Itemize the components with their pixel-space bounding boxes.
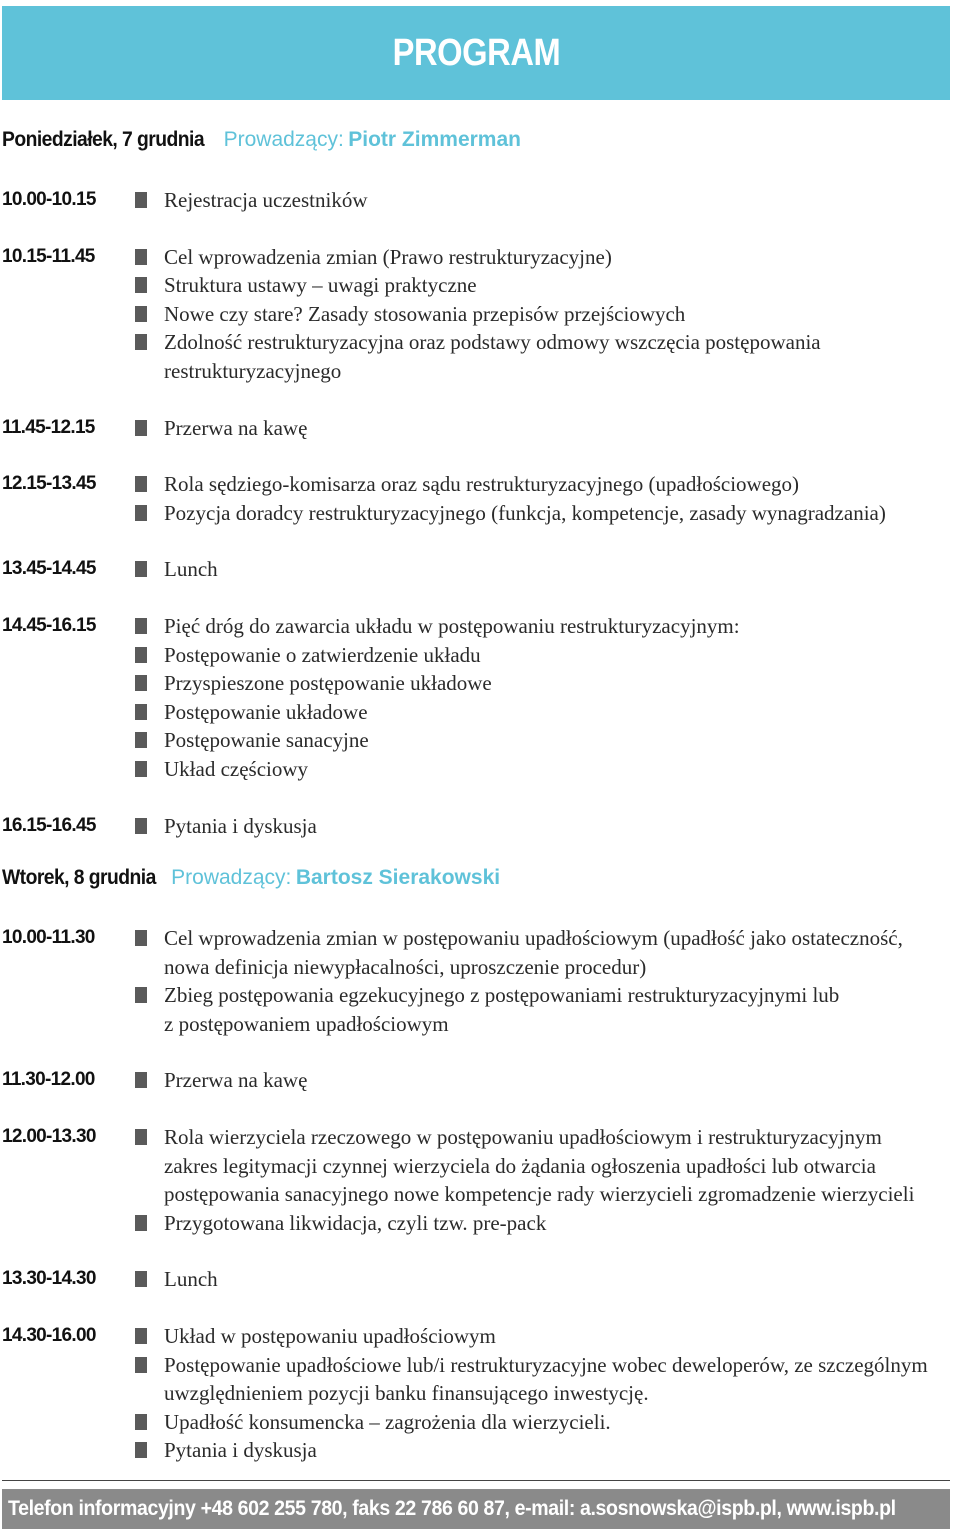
session-time: 10.15-11.45: [2, 245, 95, 267]
session-time: 10.00-11.30: [2, 927, 95, 948]
bullet-icon: [135, 334, 147, 350]
agenda-item-text: Upadłość konsumencka – zagrożenia dla wierzycieli.: [164, 1409, 611, 1434]
agenda-item-text: uwzględnieniem pozycji banku finansującego inwestycję.: [164, 1381, 649, 1406]
bullet-icon: [135, 277, 147, 293]
agenda-item-text: Postępowanie upadłościowe lub/i restrukturyzacyjne wobec deweloperów, ze szczególnym: [164, 1352, 928, 1377]
bullet-icon: [135, 1442, 147, 1458]
agenda-item-text: Przerwa na kawę: [164, 415, 308, 440]
bullet-icon: [135, 1215, 147, 1231]
host-name: Piotr Zimmerman: [348, 128, 521, 151]
bullet-icon: [135, 761, 147, 777]
agenda-item-text: Postępowanie sanacyjne: [164, 728, 369, 753]
bullet-icon: [135, 192, 147, 208]
session-time: 13.45-14.45: [2, 558, 96, 580]
agenda-item-text: restrukturyzacyjnego: [164, 359, 342, 383]
session-time: 13.30-14.30: [2, 1268, 96, 1290]
agenda-item-text: Zbieg postępowania egzekucyjnego z postępowaniami restrukturyzacyjnymi lub: [164, 983, 840, 1008]
agenda-item-text: Przerwa na kawę: [164, 1068, 308, 1093]
bullet-icon: [135, 1072, 147, 1088]
bullet-icon: [135, 561, 147, 577]
host-name: Bartosz Sierakowski: [295, 866, 501, 889]
agenda-item-text: Nowe czy stare? Zasady stosowania przepisów przejściowych: [164, 301, 686, 326]
agenda-item-text: Rejestracja uczestników: [164, 188, 368, 212]
contact-info: Telefon informacyjny +48 602 255 780, faks 22 786 60 87, e-mail: a.sosnowska@ispb.pl, www.ispb.pl: [8, 1497, 896, 1520]
agenda-item-text: Przygotowana likwidacja, czyli tzw. pre-pack: [164, 1210, 547, 1235]
session-time: 11.45-12.15: [2, 416, 95, 438]
agenda-item-text: Rola wierzyciela rzeczowego w postępowaniu upadłościowym i restrukturyzacyjnym: [164, 1125, 882, 1149]
bullet-icon: [135, 1129, 147, 1145]
agenda-item-text: Pytania i dyskusja: [164, 1438, 317, 1463]
day-header: [2, 866, 500, 890]
bullet-icon: [135, 249, 147, 265]
agenda-item-text: Cel wprowadzenia zmian w postępowaniu upadłościowym (upadłość jako ostateczność,: [164, 926, 903, 950]
bullet-icon: [135, 1357, 147, 1373]
bullet-icon: [135, 1414, 147, 1430]
session-time: 14.45-16.15: [2, 615, 96, 636]
session-time: 14.30-16.00: [2, 1325, 96, 1346]
agenda-item-text: Postępowanie o zatwierdzenie układu: [164, 642, 481, 667]
session-time: 10.00-10.15: [2, 189, 96, 210]
session-time: 16.15-16.45: [2, 814, 96, 836]
agenda-item-text: Lunch: [164, 557, 218, 582]
bullet-icon: [135, 476, 147, 492]
footer-divider: [2, 1480, 950, 1481]
bullet-icon: [135, 1328, 147, 1344]
agenda-item-text: Lunch: [164, 1267, 218, 1292]
bullet-icon: [135, 987, 147, 1003]
agenda-item-text: postępowania sanacyjnego nowe kompetencje rady wierzycieli zgromadzenie wierzycieli: [164, 1182, 915, 1207]
agenda-item-text: Układ częściowy: [164, 757, 309, 781]
session-time: 12.00-13.30: [2, 1126, 96, 1147]
agenda-item-text: Układ w postępowaniu upadłościowym: [164, 1324, 496, 1348]
agenda-item-text: Pozycja doradcy restrukturyzacyjnego (funkcja, kompetencje, zasady wynagradzania): [164, 500, 886, 525]
program-banner: [2, 6, 950, 100]
session-time: 12.15-13.45: [2, 473, 96, 495]
agenda-item-text: Zdolność restrukturyzacyjna oraz podstawy odmowy wszczęcia postępowania: [164, 330, 821, 355]
agenda-item-text: z postępowaniem upadłościowym: [164, 1011, 449, 1036]
agenda-item-text: nowa definicja niewypłacalności, uproszczenie procedur): [164, 954, 647, 979]
day-header: [2, 128, 521, 152]
agenda-item-text: Przyspieszone postępowanie układowe: [164, 671, 492, 696]
contact-footer: [2, 1489, 950, 1529]
session-time: 11.30-12.00: [2, 1069, 95, 1091]
host-label: Prowadzący:: [171, 866, 292, 889]
agenda-item-text: Pięć dróg do zawarcia układu w postępowaniu restrukturyzacyjnym:: [164, 614, 740, 638]
agenda-item-text: Cel wprowadzenia zmian (Prawo restrukturyzacyjne): [164, 244, 612, 269]
bullet-icon: [135, 647, 147, 663]
bullet-icon: [135, 306, 147, 322]
bullet-icon: [135, 505, 147, 521]
host-label: Prowadzący:: [223, 128, 344, 151]
agenda-item-text: zakres legitymacji czynnej wierzyciela do żądania ogłoszenia upadłości lub otwarcia: [164, 1153, 876, 1178]
day-name: Wtorek, 8 grudnia: [2, 866, 156, 889]
bullet-icon: [135, 818, 147, 834]
bullet-icon: [135, 704, 147, 720]
bullet-icon: [135, 930, 147, 946]
agenda-item-text: Pytania i dyskusja: [164, 813, 317, 838]
page-title: PROGRAM: [392, 31, 560, 74]
bullet-icon: [135, 420, 147, 436]
bullet-icon: [135, 618, 147, 634]
day-name: Poniedziałek, 7 grudnia: [2, 128, 205, 151]
bullet-icon: [135, 1271, 147, 1287]
agenda-item-text: Rola sędziego-komisarza oraz sądu restrukturyzacyjnego (upadłościowego): [164, 472, 800, 497]
bullet-icon: [135, 732, 147, 748]
agenda-item-text: Postępowanie układowe: [164, 699, 368, 724]
agenda-item-text: Struktura ustawy – uwagi praktyczne: [164, 273, 477, 298]
bullet-icon: [135, 675, 147, 691]
